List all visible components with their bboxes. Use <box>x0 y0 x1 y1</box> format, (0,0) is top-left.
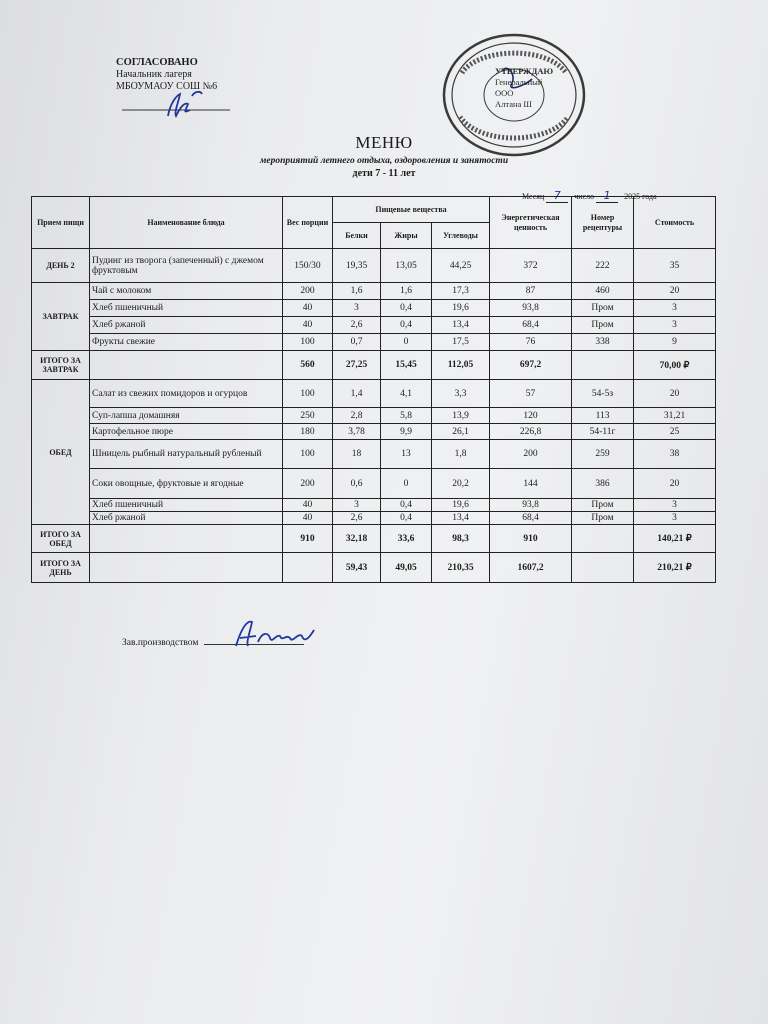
dish-name <box>90 351 283 380</box>
recipe-cell: 222 <box>572 249 634 283</box>
carbs-cell: 17,3 <box>432 283 490 300</box>
document-title: МЕНЮ <box>355 133 413 152</box>
proteins-cell: 0,7 <box>333 334 381 351</box>
price-cell: 3 <box>634 300 716 317</box>
dish-name: Хлеб ржаной <box>90 512 283 525</box>
manager-signature <box>228 616 338 656</box>
dish-name <box>90 553 283 583</box>
price-cell: 3 <box>634 512 716 525</box>
carbs-cell: 112,05 <box>432 351 490 380</box>
stamp-line3: Алтана Ш <box>495 99 532 109</box>
fats-cell: 4,1 <box>381 380 432 408</box>
proteins-cell: 2,6 <box>333 512 381 525</box>
weight-cell: 40 <box>283 499 333 512</box>
fats-cell: 0,4 <box>381 300 432 317</box>
carbs-cell: 17,5 <box>432 334 490 351</box>
header-recipe: Номер рецептуры <box>572 197 634 249</box>
recipe-cell: 386 <box>572 469 634 499</box>
fats-cell: 33,6 <box>381 525 432 553</box>
weight-cell: 100 <box>283 440 333 469</box>
energy-cell: 226,8 <box>490 424 572 440</box>
dish-name <box>90 525 283 553</box>
price-cell: 35 <box>634 249 716 283</box>
weight-cell: 910 <box>283 525 333 553</box>
breakfast-label: ЗАВТРАК <box>32 283 90 351</box>
fats-cell: 1,6 <box>381 283 432 300</box>
carbs-cell: 13,9 <box>432 408 490 424</box>
energy-cell: 68,4 <box>490 317 572 334</box>
breakfast-total-row <box>32 351 716 380</box>
weight-cell: 180 <box>283 424 333 440</box>
lunch-total-label: ИТОГО ЗА ОБЕД <box>32 525 90 553</box>
recipe-cell: Пром <box>572 317 634 334</box>
table-row <box>32 408 716 424</box>
proteins-cell: 1,6 <box>333 283 381 300</box>
table-row <box>32 317 716 334</box>
price-cell: 70,00 ₽ <box>634 351 716 380</box>
energy-cell: 87 <box>490 283 572 300</box>
header-meal: Прием пищи <box>32 197 90 249</box>
lunch-label: ОБЕД <box>32 380 90 525</box>
proteins-cell: 1,4 <box>333 380 381 408</box>
dish-name: Фрукты свежие <box>90 334 283 351</box>
recipe-cell: Пром <box>572 300 634 317</box>
recipe-cell <box>572 525 634 553</box>
price-cell: 20 <box>634 283 716 300</box>
energy-cell: 144 <box>490 469 572 499</box>
carbs-cell: 3,3 <box>432 380 490 408</box>
energy-cell: 697,2 <box>490 351 572 380</box>
weight-cell: 100 <box>283 334 333 351</box>
carbs-cell: 210,35 <box>432 553 490 583</box>
header-weight: Вес порции <box>283 197 333 249</box>
recipe-cell: 54-11г <box>572 424 634 440</box>
weight-cell: 560 <box>283 351 333 380</box>
header-nutrients: Пищевые вещества <box>333 197 490 223</box>
energy-cell: 1607,2 <box>490 553 572 583</box>
weight-cell: 40 <box>283 512 333 525</box>
header-energy: Энергетическая ценность <box>490 197 572 249</box>
energy-cell: 57 <box>490 380 572 408</box>
recipe-cell <box>572 553 634 583</box>
age-group: дети 7 - 11 лет <box>352 168 416 179</box>
fats-cell: 0,4 <box>381 512 432 525</box>
proteins-cell: 19,35 <box>333 249 381 283</box>
year-label: 2025 года <box>624 192 657 201</box>
weight-cell: 250 <box>283 408 333 424</box>
menu-table <box>31 196 716 583</box>
weight-cell: 100 <box>283 380 333 408</box>
header-fats: Жиры <box>381 223 432 249</box>
price-cell: 31,21 <box>634 408 716 424</box>
day-total-row <box>32 553 716 583</box>
dish-name: Шницель рыбный натуральный рубленый <box>90 440 283 469</box>
proteins-cell: 3 <box>333 300 381 317</box>
price-cell: 25 <box>634 424 716 440</box>
proteins-cell: 2,8 <box>333 408 381 424</box>
proteins-cell: 18 <box>333 440 381 469</box>
proteins-cell: 27,25 <box>333 351 381 380</box>
dish-name: Хлеб пшеничный <box>90 300 283 317</box>
table-header-row <box>32 197 716 223</box>
weight-cell: 150/30 <box>283 249 333 283</box>
energy-cell: 93,8 <box>490 499 572 512</box>
day-value: 1 <box>596 189 618 203</box>
proteins-cell: 3,78 <box>333 424 381 440</box>
recipe-cell: 259 <box>572 440 634 469</box>
price-cell: 3 <box>634 317 716 334</box>
carbs-cell: 13,4 <box>432 317 490 334</box>
recipe-cell: Пром <box>572 512 634 525</box>
energy-cell: 200 <box>490 440 572 469</box>
table-row <box>32 334 716 351</box>
table-row <box>32 380 716 408</box>
breakfast-total-label: ИТОГО ЗА ЗАВТРАК <box>32 351 90 380</box>
table-row <box>32 512 716 525</box>
proteins-cell: 2,6 <box>333 317 381 334</box>
recipe-cell: 460 <box>572 283 634 300</box>
table-row-day2 <box>32 249 716 283</box>
recipe-cell: Пром <box>572 499 634 512</box>
recipe-cell: 54-5з <box>572 380 634 408</box>
weight-cell: 200 <box>283 283 333 300</box>
stamp-text <box>495 66 553 110</box>
header-carbs: Углеводы <box>432 223 490 249</box>
fats-cell: 0 <box>381 334 432 351</box>
weight-cell: 200 <box>283 469 333 499</box>
energy-cell: 93,8 <box>490 300 572 317</box>
fats-cell: 15,45 <box>381 351 432 380</box>
table-row <box>32 424 716 440</box>
approval-signature <box>110 82 240 122</box>
dish-name: Пудинг из творога (запеченный) с джемом фруктовым <box>90 249 283 283</box>
dish-name: Картофельное пюре <box>90 424 283 440</box>
fats-cell: 5,8 <box>381 408 432 424</box>
dish-name: Хлеб ржаной <box>90 317 283 334</box>
proteins-cell: 3 <box>333 499 381 512</box>
dish-name: Чай с молоком <box>90 283 283 300</box>
price-cell: 20 <box>634 469 716 499</box>
energy-cell: 120 <box>490 408 572 424</box>
month-value: 7 <box>546 189 568 203</box>
header-dish: Наименование блюда <box>90 197 283 249</box>
day-label: ДЕНЬ 2 <box>32 249 90 283</box>
fats-cell: 0,4 <box>381 317 432 334</box>
stamp-line1: Генеральный <box>495 77 543 87</box>
header-proteins: Белки <box>333 223 381 249</box>
recipe-cell: 113 <box>572 408 634 424</box>
approval-title: СОГЛАСОВАНО <box>116 57 198 68</box>
energy-cell: 372 <box>490 249 572 283</box>
fats-cell: 13 <box>381 440 432 469</box>
fats-cell: 49,05 <box>381 553 432 583</box>
recipe-cell <box>572 351 634 380</box>
energy-cell: 76 <box>490 334 572 351</box>
price-cell: 20 <box>634 380 716 408</box>
fats-cell: 0,4 <box>381 499 432 512</box>
proteins-cell: 0,6 <box>333 469 381 499</box>
dish-name: Хлеб пшеничный <box>90 499 283 512</box>
day-label: число <box>574 192 595 201</box>
recipe-cell: 338 <box>572 334 634 351</box>
fats-cell: 0 <box>381 469 432 499</box>
document-subtitle: мероприятий летнего отдыха, оздоровления и занятости <box>259 156 509 166</box>
footer-label: Зав.производством <box>122 638 199 648</box>
carbs-cell: 19,6 <box>432 499 490 512</box>
lunch-total-row <box>32 525 716 553</box>
weight-cell: 40 <box>283 317 333 334</box>
fats-cell: 9,9 <box>381 424 432 440</box>
table-row <box>32 469 716 499</box>
table-row <box>32 300 716 317</box>
energy-cell: 68,4 <box>490 512 572 525</box>
price-cell: 3 <box>634 499 716 512</box>
price-cell: 140,21 ₽ <box>634 525 716 553</box>
proteins-cell: 59,43 <box>333 553 381 583</box>
carbs-cell: 13,4 <box>432 512 490 525</box>
stamp-title: УТВЕРЖДАЮ <box>495 66 554 76</box>
dish-name: Суп-лапша домашняя <box>90 408 283 424</box>
table-row <box>32 283 716 300</box>
price-cell: 210,21 ₽ <box>634 553 716 583</box>
price-cell: 9 <box>634 334 716 351</box>
day-total-label: ИТОГО ЗА ДЕНЬ <box>32 553 90 583</box>
stamp-line2: ООО <box>495 88 514 98</box>
dish-name: Салат из свежих помидоров и огурцов <box>90 380 283 408</box>
dish-name: Соки овощные, фруктовые и ягодные <box>90 469 283 499</box>
weight-cell: 40 <box>283 300 333 317</box>
carbs-cell: 44,25 <box>432 249 490 283</box>
approval-position: Начальник лагеря <box>116 69 192 80</box>
fats-cell: 13,05 <box>381 249 432 283</box>
carbs-cell: 98,3 <box>432 525 490 553</box>
month-label: Месяц <box>522 192 545 201</box>
carbs-cell: 20,2 <box>432 469 490 499</box>
approval-school: МБОУМАОУ СОШ №6 <box>116 81 218 92</box>
table-row <box>32 499 716 512</box>
price-cell: 38 <box>634 440 716 469</box>
energy-cell: 910 <box>490 525 572 553</box>
header-price: Стоимость <box>634 197 716 249</box>
carbs-cell: 19,6 <box>432 300 490 317</box>
carbs-cell: 26,1 <box>432 424 490 440</box>
proteins-cell: 32,18 <box>333 525 381 553</box>
carbs-cell: 1,8 <box>432 440 490 469</box>
table-row <box>32 440 716 469</box>
weight-cell <box>283 553 333 583</box>
